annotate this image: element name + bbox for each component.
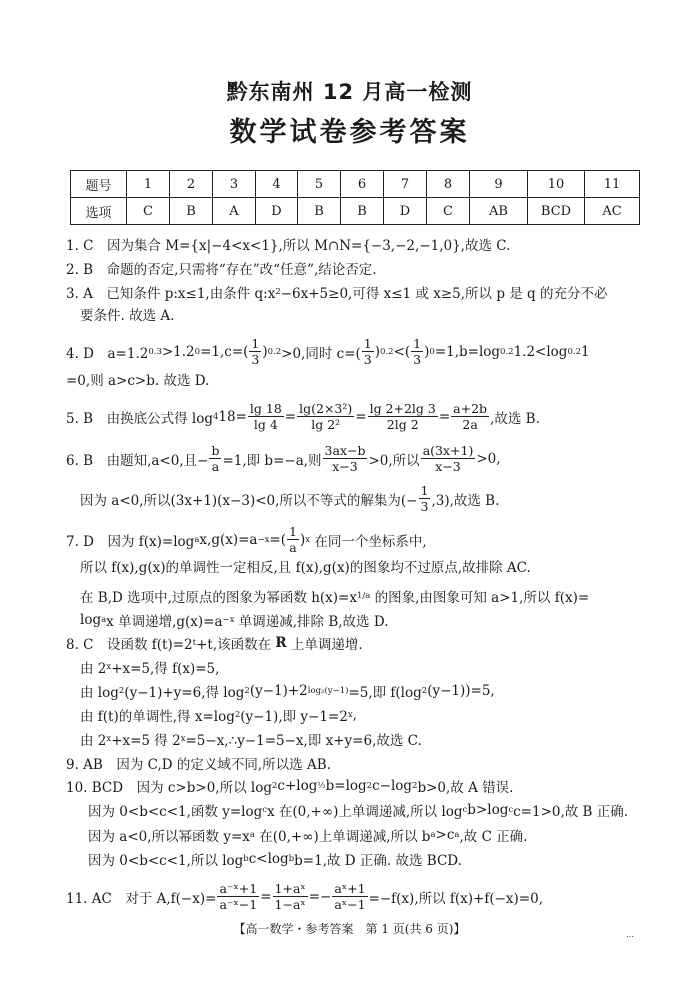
question-number-cell: 8 xyxy=(427,171,470,198)
text-run: 的图象,由图象可知 a>1,所以 f(x)= xyxy=(370,590,590,606)
superscript: a xyxy=(430,830,436,840)
explanation-line xyxy=(80,610,388,630)
text-run: 因为 0<b<c<1,所以 log xyxy=(88,853,244,869)
text-run: 9. AB 因为 C,D 的定义域不同,所以选 AB. xyxy=(66,757,331,773)
text-run: x,g(x)=a xyxy=(199,531,258,548)
text-run: ,故选 B. xyxy=(490,410,540,427)
text-run: =−f(x),所以 f(x)+f(−x)=0, xyxy=(368,890,543,907)
text-run: 上单调递增. xyxy=(286,637,363,653)
subscript: 2 xyxy=(366,781,373,791)
explanation-line xyxy=(88,825,527,845)
superscript: 2 xyxy=(275,287,281,297)
subscript: 2 xyxy=(234,710,241,720)
numerator: 3ax−b xyxy=(324,443,366,458)
text-run: ) xyxy=(262,343,268,360)
denominator: 3 xyxy=(413,352,422,367)
text-run: =1,c=( xyxy=(200,343,249,360)
subscript: 2 xyxy=(412,781,418,791)
superscript: 1/a xyxy=(356,591,371,601)
text-run: x 在(0,+∞)上单调递减,所以 log xyxy=(266,804,463,820)
question-number-cell: 7 xyxy=(384,171,427,198)
text-run: =0,则 a>c>b. 故选 D. xyxy=(66,373,210,389)
numerator: aˣ+1 xyxy=(334,881,366,896)
text-run: 10. BCD 因为 c>b>0,所以 log xyxy=(66,780,272,796)
denominator: 3 xyxy=(420,499,429,514)
superscript: x xyxy=(305,534,311,545)
text-run: <( xyxy=(393,343,411,360)
answer-cell: C xyxy=(127,198,170,225)
text-run: 6. B 由题知,a<0,且− xyxy=(66,452,209,469)
numerator: a(3x+1) xyxy=(422,443,474,458)
question-number-cell: 2 xyxy=(170,171,213,198)
text-run: =( xyxy=(269,531,286,548)
subscript: 2 xyxy=(244,686,250,696)
subscript: 0.2 xyxy=(567,346,581,357)
text-run: c+log xyxy=(277,778,318,794)
text-run: >0, xyxy=(476,450,501,467)
superscript: x xyxy=(180,734,186,744)
row-label: 题号 xyxy=(71,171,127,198)
superscript: x xyxy=(347,710,353,720)
question-number-cell: 9 xyxy=(470,171,528,198)
text-run: = xyxy=(260,888,272,905)
question-number-cell: 1 xyxy=(127,171,170,198)
row-label: 选项 xyxy=(71,198,127,225)
text-run: (y−1)+y=6,得 log xyxy=(124,685,245,701)
superscript: 0.2 xyxy=(267,346,282,357)
numerator: lg(2×3²) xyxy=(299,401,353,416)
explanation-line xyxy=(80,657,219,677)
answer-cell: D xyxy=(256,198,298,225)
subscript: a xyxy=(101,615,107,625)
bold-symbol: R xyxy=(275,635,287,651)
denominator: x−3 xyxy=(435,459,461,474)
text-run: =1,b=log xyxy=(434,343,501,360)
numerator: lg 18 xyxy=(249,401,282,416)
text-run: b>0,故 A 错误. xyxy=(417,780,514,796)
subscript: 0.2 xyxy=(500,346,514,357)
text-run: 5. B 由换底公式得 log xyxy=(66,410,213,427)
text-run: 因为 0<b<c<1,函数 y=log xyxy=(88,804,263,820)
answer-table xyxy=(70,170,640,225)
text-run: log xyxy=(80,612,102,628)
answer-cell: C xyxy=(427,198,470,225)
explanation-line xyxy=(80,304,174,324)
text-run: ,故 C 正确. xyxy=(459,829,528,845)
text-run: 由 log xyxy=(80,685,119,701)
subscript: b xyxy=(288,854,295,864)
text-run: 在(0,+∞)上单调递减,所以 b xyxy=(254,829,431,845)
denominator: a⁻ˣ−1 xyxy=(219,897,258,912)
superscript: a xyxy=(454,830,460,840)
fraction xyxy=(323,443,368,474)
explanation-line xyxy=(66,524,427,555)
fraction xyxy=(368,401,438,432)
text-run: −6x+5≥0,可得 x≤1 或 x≥5,所以 p 是 q 的充分不必 xyxy=(280,286,608,302)
denominator: a xyxy=(289,540,297,555)
explanation-line xyxy=(80,705,357,725)
superscript: 0 xyxy=(194,346,201,357)
explanation-line xyxy=(66,282,607,302)
subscript: 2 xyxy=(271,781,278,791)
explanation-line xyxy=(80,556,531,576)
text-run: 7. D 因为 f(x)=log xyxy=(66,533,195,550)
text-run: ) xyxy=(374,343,381,360)
superscript: 0.3 xyxy=(148,346,162,357)
question-number-cell: 4 xyxy=(256,171,298,198)
denominator: 3 xyxy=(251,352,260,367)
fraction xyxy=(411,336,423,367)
superscript: −x xyxy=(257,534,270,545)
document-subtitle: 数学试卷参考答案 xyxy=(229,117,470,148)
explanation-line xyxy=(66,443,501,474)
text-run: 由 2 xyxy=(80,733,107,749)
text-run: =5,即 f(log xyxy=(348,685,422,701)
answer-cell: B xyxy=(341,198,384,225)
text-run: 3. A 已知条件 p:x≤1,由条件 q:x xyxy=(66,286,276,302)
numerator: 1 xyxy=(420,483,429,498)
text-run: (y−1)+2 xyxy=(249,683,308,699)
text-run: c<log xyxy=(248,851,289,867)
answer-cell: D xyxy=(384,198,427,225)
superscript: x xyxy=(106,734,112,744)
superscript: t xyxy=(192,638,197,648)
corner-mark: … xyxy=(626,930,634,939)
question-number-cell: 10 xyxy=(528,171,585,198)
numerator: lg 2+2lg 3 xyxy=(369,401,436,416)
explanation-line xyxy=(80,586,589,606)
text-run: =− xyxy=(308,888,332,905)
text-run: 11. AC 对于 A,f(−x)= xyxy=(66,890,217,907)
text-run: = xyxy=(355,408,367,425)
numerator: a+2b xyxy=(453,401,488,416)
text-run: 8. C 设函数 f(t)=2 xyxy=(66,637,193,653)
denominator: 3 xyxy=(363,352,372,367)
superscript: log₂(y−1) xyxy=(307,686,349,696)
numerator: 1 xyxy=(289,524,297,539)
subscript: c xyxy=(262,805,267,815)
subscript: c xyxy=(508,805,514,815)
text-run: c=1>0,故 B 正确. xyxy=(513,804,629,820)
text-run: 由 f(t)的单调性,得 x=log xyxy=(80,709,235,725)
fraction xyxy=(273,881,308,912)
text-run: 2. B 命题的否定,只需将“存在”改“任意”,结论否定. xyxy=(66,262,377,278)
denominator: lg 4 xyxy=(253,417,278,432)
text-run: 18= xyxy=(218,408,247,425)
text-run: 因为 a<0,所以幂函数 y=x xyxy=(88,829,250,845)
text-run: 4. D a=1.2 xyxy=(66,345,149,362)
table-row-answers xyxy=(71,198,640,225)
numerator: 1 xyxy=(413,336,422,351)
explanation-line xyxy=(66,401,540,432)
text-run: = xyxy=(284,408,297,425)
text-run: >0,所以 xyxy=(368,452,420,469)
explanation-line xyxy=(80,483,499,514)
text-run: (y−1),即 y−1=2 xyxy=(240,709,348,725)
superscript: 0 xyxy=(429,346,435,357)
answer-cell: A xyxy=(213,198,256,225)
text-run: (y−1))=5, xyxy=(427,683,495,699)
answer-cell: AC xyxy=(585,198,640,225)
text-run: 1 xyxy=(580,343,590,360)
denominator: 2lg 2 xyxy=(386,417,419,432)
explanation-line xyxy=(80,729,422,749)
denominator: x−3 xyxy=(332,459,358,474)
text-run: 要条件. 故选 A. xyxy=(80,308,175,324)
text-run: x 单调递增,g(x)=a xyxy=(106,614,223,630)
text-run: ) xyxy=(299,531,306,548)
superscript: a xyxy=(249,830,255,840)
question-number-cell: 11 xyxy=(585,171,640,198)
explanation-line xyxy=(66,258,377,278)
explanation-line xyxy=(66,336,590,367)
text-run: 因为 a<0,所以(3x+1)(x−3)<0,所以不等式的解集为(− xyxy=(80,492,418,509)
text-run: c−log xyxy=(372,778,413,794)
question-number-cell: 5 xyxy=(298,171,341,198)
fraction xyxy=(297,401,354,432)
numerator: b xyxy=(211,443,220,458)
page-footer: 【高一数学・参考答案 第 1 页(共 6 页)】 xyxy=(233,922,466,936)
explanation-line xyxy=(88,800,628,820)
fraction xyxy=(209,443,221,474)
text-run: 1. C 因为集合 M={x|−4<x<1},所以 M∩N={−3,−2,−1,0},故选 C. xyxy=(66,238,511,254)
text-run: +x=5,得 f(x)=5, xyxy=(111,661,220,677)
text-run: 在同一个坐标系中, xyxy=(310,533,427,550)
text-run: 在 B,D 选项中,过原点的图象为幂函数 h(x)=x xyxy=(80,590,357,606)
fraction xyxy=(362,336,374,367)
numerator: 1 xyxy=(251,336,260,351)
text-run: >0,同时 c=( xyxy=(281,345,361,362)
fraction xyxy=(249,336,261,367)
explanation-line xyxy=(66,234,510,254)
subscript: ½ xyxy=(317,781,326,791)
explanation-line xyxy=(80,681,495,701)
text-run: b=1,故 D 正确. 故选 BCD. xyxy=(294,853,462,869)
subscript: 4 xyxy=(212,411,219,422)
answer-cell: B xyxy=(170,198,213,225)
text-run: 所以 f(x),g(x)的单调性一定相反,且 f(x),g(x)的图象均不过原点,故排除 AC. xyxy=(80,560,531,576)
subscript: 2 xyxy=(118,686,125,696)
answer-cell: AB xyxy=(470,198,528,225)
explanation-line xyxy=(66,881,543,912)
question-number-cell: 6 xyxy=(341,171,384,198)
numerator: a⁻ˣ+1 xyxy=(219,881,258,896)
denominator: lg 2² xyxy=(311,417,341,432)
fraction xyxy=(332,881,367,912)
fraction xyxy=(287,524,299,555)
text-run: = xyxy=(438,408,451,425)
text-run: b=log xyxy=(325,778,367,794)
answer-cell: BCD xyxy=(528,198,585,225)
text-run: ,3),故选 B. xyxy=(431,492,500,509)
text-run: =1,即 b=−a,则 xyxy=(222,452,322,469)
superscript: 0.2 xyxy=(380,346,394,357)
superscript: −x xyxy=(222,615,235,625)
numerator: 1+aˣ xyxy=(274,881,306,896)
explanation-line xyxy=(66,776,513,796)
fraction xyxy=(217,881,259,912)
text-run: +t,该函数在 xyxy=(196,637,276,653)
answer-cell: B xyxy=(298,198,341,225)
subscript: c xyxy=(462,805,468,815)
superscript: x xyxy=(106,662,112,672)
text-run: +x=5 得 2 xyxy=(111,733,181,749)
text-run: >c xyxy=(435,827,455,843)
explanation-line xyxy=(66,753,331,773)
text-run: ) xyxy=(424,343,430,360)
text-run: , xyxy=(352,707,357,723)
text-run: 1.2<log xyxy=(513,343,568,360)
fraction xyxy=(419,483,431,514)
fraction xyxy=(248,401,284,432)
fraction xyxy=(451,401,489,432)
numerator: 1 xyxy=(363,336,372,351)
denominator: a xyxy=(211,459,220,474)
denominator: 2a xyxy=(462,417,478,432)
denominator: 1−aˣ xyxy=(274,897,306,912)
text-run: 单调递减,排除 B,故选 D. xyxy=(234,614,389,630)
subscript: b xyxy=(243,854,249,864)
text-run: =5−x,∴y−1=5−x,即 x+y=6,故选 C. xyxy=(185,733,422,749)
table-row-numbers xyxy=(71,171,640,198)
text-run: >1.2 xyxy=(161,343,195,360)
text-run: 由 2 xyxy=(80,661,107,677)
exam-title: 黔东南州 12 月高一检测 xyxy=(226,80,473,104)
explanation-line xyxy=(66,633,363,653)
fraction xyxy=(421,443,476,474)
subscript: a xyxy=(194,534,200,545)
explanation-line xyxy=(66,369,209,389)
text-run: b>log xyxy=(467,802,509,818)
denominator: aˣ−1 xyxy=(334,897,366,912)
explanation-line xyxy=(88,849,462,869)
question-number-cell: 3 xyxy=(213,171,256,198)
subscript: 2 xyxy=(421,686,428,696)
